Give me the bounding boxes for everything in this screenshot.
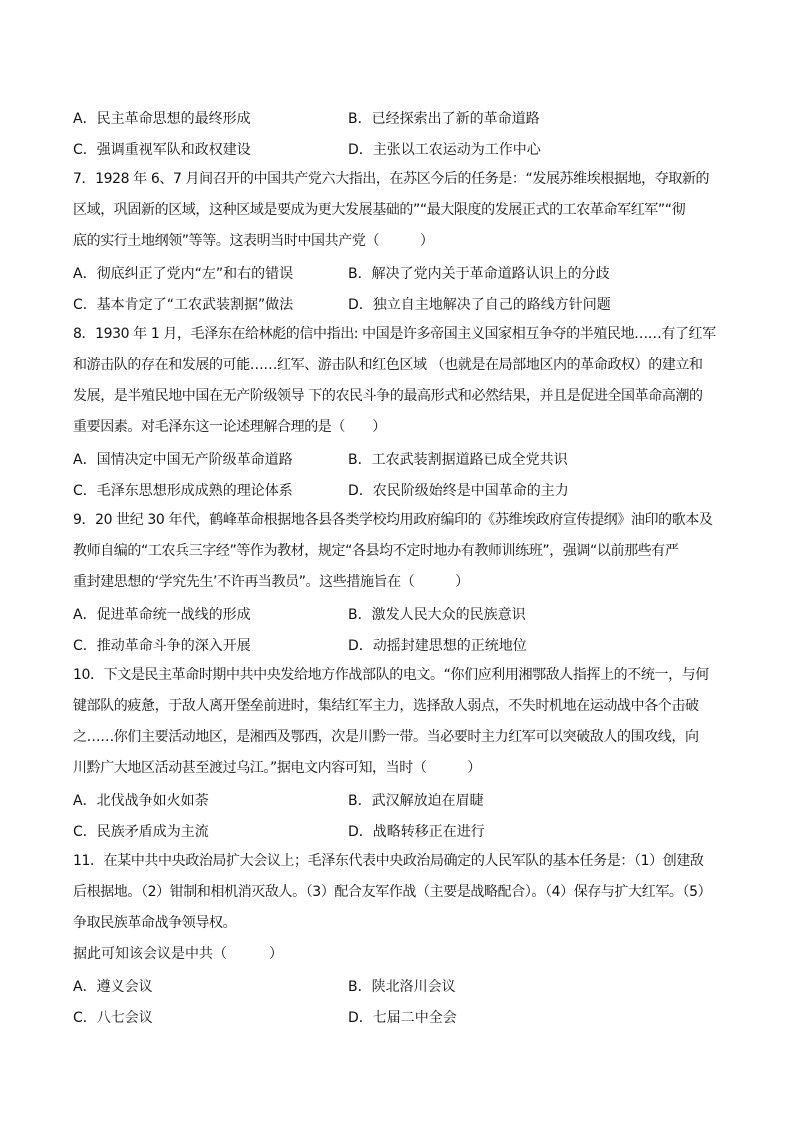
question-11-stem: 据此可知该会议是中共（ ）: [73, 946, 283, 962]
question-9-line-1: 9．20 世纪 30 年代，鹤峰革命根据地各县各类学校均用政府编印的《苏维埃政府宣传提纲》油印的歌本及: [73, 512, 713, 528]
option-row: [73, 815, 728, 846]
option-row: [73, 288, 728, 319]
option-c: C．强调重视军队和政权建设: [73, 141, 251, 158]
question-11-line-2: 后根据地。（2）钳制和相机消灭敌人。（3）配合友军作战（主要是战略配合）。（4）保存与扩大红军。（5）: [73, 884, 712, 900]
option-a: A．遵义会议: [73, 978, 153, 995]
option-row: [73, 102, 728, 133]
option-a: A．国情决定中国无产阶级革命道路: [73, 451, 293, 468]
option-d: D．主张以工农运动为工作中心: [348, 141, 541, 158]
option-a: A．促进革命统一战线的形成: [73, 606, 251, 623]
option-row: [73, 133, 728, 164]
option-c: C．民族矛盾成为主流: [73, 823, 209, 840]
question-7: [73, 164, 728, 319]
option-c: C．基本肯定了“工农武装割据”做法: [73, 296, 294, 313]
option-d: D．农民阶级始终是中国革命的主力: [348, 482, 569, 499]
option-b: B．激发人民大众的民族意识: [348, 606, 526, 623]
option-row: [73, 629, 728, 660]
option-b: B．陕北洛川会议: [348, 978, 456, 995]
option-row: [73, 443, 728, 474]
option-b: B．已经探索出了新的革命道路: [348, 110, 540, 127]
question-8-line-1: 8．1930 年 1 月，毛泽东在给林彪的信中指出: 中国是许多帝国主义国家相互争夺的半殖民地……有了红军: [73, 326, 716, 342]
question-11-line-1: 11．在某中共中央政治局扩大会议上；毛泽东代表中央政治局确定的人民军队的基本任务是：（1）创建敌: [73, 853, 704, 869]
question-8-line-2: 和游击队的存在和发展的可能……红军、游击队和红色区域 （也就是在局部地区内的革命政权）的建立和: [73, 357, 703, 373]
question-7-line-2: 区域，巩固新的区域，这种区域是要成为更大发展基础的”“最大限度的发展正式的工农革命军红军”“彻: [73, 202, 686, 218]
question-7-line-3: 底的实行土地纲领”等等。这表明当时中国共产党（ ）: [73, 233, 434, 249]
question-9: [73, 505, 728, 660]
question-6-options: [73, 102, 728, 164]
question-10-line-2: 键部队的疲惫，于敌人离开堡垒前进时，集结红军主力，选择敌人弱点，不失时机地在运动战中各个击破: [73, 698, 699, 714]
question-9-line-2: 教师自编的“工农兵三字经”等作为教材，规定“各县均不定时地办有教师训练班”，强调“以前那些有严: [73, 543, 679, 559]
question-8: [73, 319, 728, 505]
option-a: A．民主革命思想的最终形成: [73, 110, 251, 127]
option-c: C．毛泽东思想形成成熟的理论体系: [73, 482, 293, 499]
option-a: A．彻底纠正了党内“左”和右的错误: [73, 265, 294, 282]
question-8-line-3: 发展，是半殖民地中国在无产阶级领导 下的农民斗争的最高形式和必然结果，并且是促进全国革命高潮的: [73, 388, 703, 404]
question-10-line-4: 川黔广大地区活动甚至渡过乌江。”据电文内容可知，当时（ ）: [73, 760, 481, 776]
option-b: B．工农武装割据道路已成全党共识: [348, 451, 568, 468]
option-row: [73, 970, 728, 1001]
question-10: [73, 660, 728, 846]
question-11: [73, 846, 728, 1032]
question-10-line-3: 之……你们主要活动地区，是湘西及鄂西，次是川黔一带。当必要时主力红军可以突破敌人的围攻线，向: [73, 729, 699, 745]
exam-page: [73, 102, 728, 1032]
option-row: [73, 474, 728, 505]
option-c: C．推动革命斗争的深入开展: [73, 637, 251, 654]
option-row: [73, 784, 728, 815]
option-b: B．解决了党内关于革命道路认识上的分歧: [348, 265, 610, 282]
option-d: D．动摇封建思想的正统地位: [348, 637, 527, 654]
option-a: A．北伐战争如火如荼: [73, 792, 209, 809]
option-b: B．武汉解放迫在眉睫: [348, 792, 484, 809]
option-row: [73, 598, 728, 629]
question-8-line-4: 重要因素。对毛泽东这一论述理解合理的是（ ）: [73, 419, 386, 435]
question-7-line-1: 7．1928 年 6、7 月间召开的中国共产党六大指出，在苏区今后的任务是：“发展苏维埃根据地，夺取新的: [73, 171, 710, 187]
question-10-line-1: 10．下文是民主革命时期中共中央发给地方作战部队的电文。“你们应利用湘鄂敌人指挥上的不统一，与何: [73, 667, 709, 683]
question-11-line-3: 争取民族革命战争领导权。: [73, 915, 237, 931]
option-d: D．战略转移正在进行: [348, 823, 485, 840]
option-c: C．八七会议: [73, 1009, 153, 1026]
question-9-line-3: 重封建思想的‘学究先生’不许再当教员”。这些措施旨在（ ）: [73, 574, 469, 590]
option-row: [73, 257, 728, 288]
option-d: D．独立自主地解决了自己的路线方针问题: [348, 296, 611, 313]
option-d: D．七届二中全会: [348, 1009, 457, 1026]
option-row: [73, 1001, 728, 1032]
